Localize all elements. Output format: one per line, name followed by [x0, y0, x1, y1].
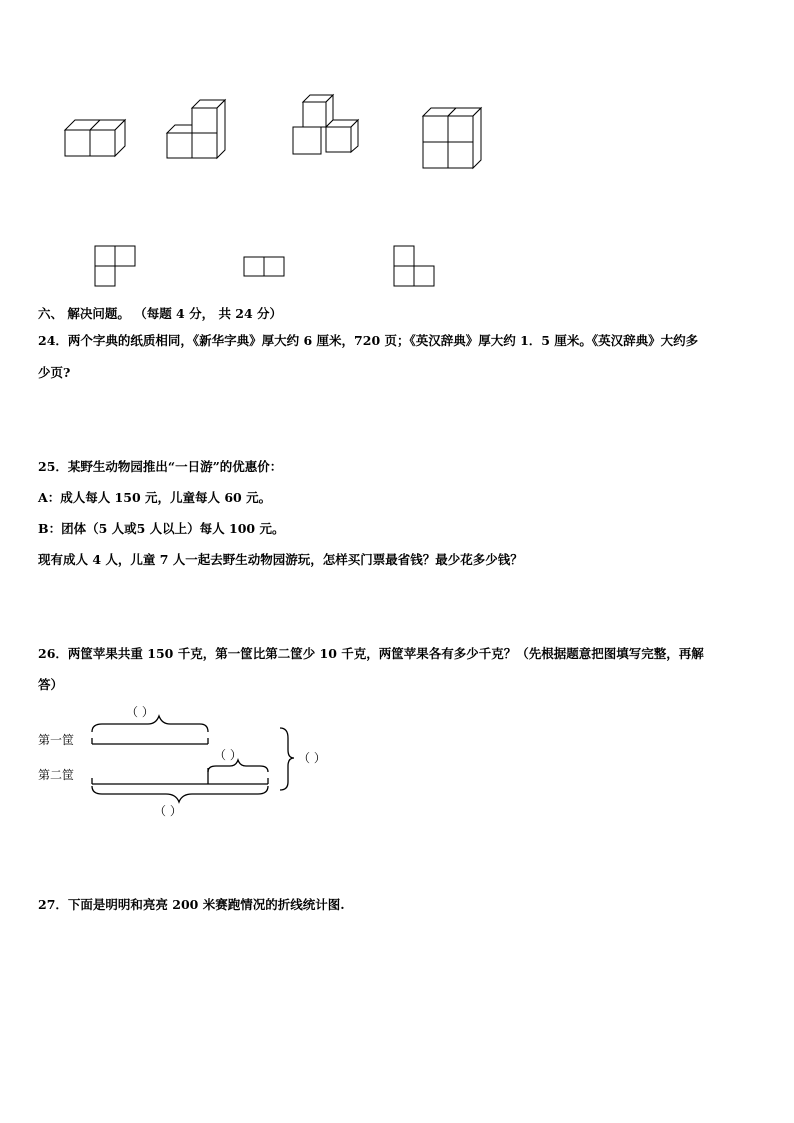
- cube-figure-2: [162, 98, 242, 168]
- cube-figure-4: [418, 104, 498, 184]
- q25-line4: 现有成人 4 人，儿童 7 人一起去野生动物园游玩，怎样买门票最省钱？最少花多少钱？: [38, 552, 523, 567]
- view-shape-2: [242, 255, 292, 285]
- q25-line1: 25．某野生动物园推出“一日游”的优惠价：: [38, 459, 283, 474]
- line-segment-diagram: [86, 712, 306, 822]
- section-heading: 六、 解决问题。 （每题 4 分， 共 24 分）: [38, 306, 283, 321]
- brace-difference: [208, 760, 268, 772]
- q24-line1: 24．两个字典的纸质相同，《新华字典》厚大约 6 厘米，720 页；《英汉辞典》厚大约 1．5 厘米。《英汉辞典》大约多: [38, 333, 699, 348]
- cube-figure-3: [288, 92, 378, 172]
- q25-option-a: A：成人每人 150 元，儿童每人 60 元。: [38, 490, 272, 505]
- q27-line1: 27．下面是明明和亮亮 200 米赛跑情况的折线统计图.: [38, 897, 345, 912]
- label-second-basket: 第二筐: [38, 768, 75, 782]
- blank-first-basket: （ ）: [126, 705, 154, 719]
- label-first-basket: 第一筐: [38, 733, 75, 747]
- cube-figure-1: [60, 110, 140, 180]
- view-shape-1: [92, 244, 142, 294]
- blank-second-basket: （ ）: [154, 804, 182, 818]
- q26-line2: 答）: [38, 677, 64, 692]
- q25-option-b: B：团体（5 人或5 人以上）每人 100 元。: [38, 521, 285, 536]
- brace-first-top: [92, 716, 208, 732]
- q24-line2: 少页?: [38, 365, 71, 380]
- brace-total: [280, 728, 294, 790]
- view-shape-3: [392, 244, 442, 294]
- blank-difference: （ ）: [214, 748, 242, 762]
- blank-total: （ ）: [298, 751, 326, 765]
- q26-line1: 26．两筐苹果共重 150 千克，第一筐比第二筐少 10 千克，两筐苹果各有多少千克？（先根据题意把图填写完整，再解: [38, 646, 704, 661]
- brace-second-bottom: [92, 786, 268, 802]
